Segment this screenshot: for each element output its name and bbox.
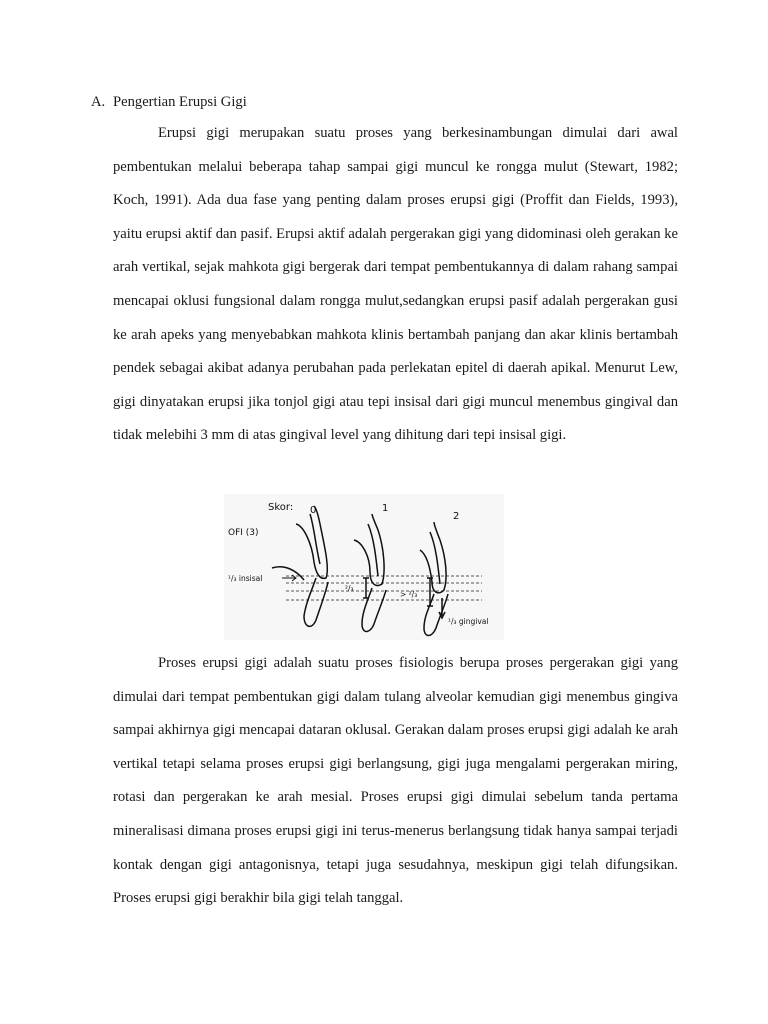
ofi-label: OFI (3) — [228, 528, 259, 538]
skor-label: Skor: — [268, 502, 294, 513]
section-number: A. — [91, 94, 106, 110]
insisal-label: ¹/₃ insisal — [228, 574, 263, 583]
tooth-score-2 — [420, 522, 448, 636]
paragraph-2: Proses erupsi gigi adalah suatu proses fisiologis berupa proses pergerakan gigi yang dimulai dari tempat pembentukan gigi dalam tulang alveolar kemudian gigi menembus gingiva sampai akhirnya gigi mencapai dataran oklusal. Gerakan dalam proses erupsi gigi adalah ke arah vertikal tetapi selama proses erupsi gigi berlangsung, gigi juga mengalami pergerakan miring, rotasi dan pergerakan ke arah mesial. Proses erupsi gigi dimulai sebelum tanda pertama mineralisasi dimana proses erupsi gigi ini terus-menerus berlangsung tidak hanya sampai terjadi kontak dengan gigi antagonisnya, tetapi juga sesudahnya, meskipun gigi telah difungsikan. Proses erupsi gigi berakhir bila gigi telah tanggal. — [113, 655, 678, 907]
score-1-label: 1 — [382, 503, 389, 514]
score-2-label: 2 — [453, 511, 460, 522]
section-title: Pengertian Erupsi Gigi — [113, 94, 247, 110]
more-than-two-thirds-label: > ²/₃ — [400, 590, 418, 599]
tooth-score-1 — [354, 514, 386, 632]
gingival-label: ¹/₃ gingival — [448, 617, 489, 626]
eruption-score-figure — [224, 494, 504, 640]
section-heading — [91, 92, 247, 112]
paragraph-1: Erupsi gigi merupakan suatu proses yang berkesinambungan dimulai dari awal pembentukan melalui beberapa tahap sampai gigi muncul ke rongga mulut (Stewart, 1982; Koch, 1991). Ada dua fase yang penting dalam proses erupsi gigi (Proffit dan Fields, 1993), yaitu erupsi aktif dan pasif. Erupsi aktif adalah pergerakan gigi yang didominasi oleh gerakan ke arah vertikal, sejak mahkota gigi bergerak dari tempat pembentukannya di dalam rahang sampai mencapai oklusi fungsional dalam rongga mulut,sedangkan erupsi pasif adalah pergerakan gusi ke arah apeks yang menyebabkan mahkota klinis bertambah panjang dan akar klinis bertambah pendek sebagai akibat adanya perubahan pada perlekatan epitel di daerah apikal. Menurut Lew, gigi dinyatakan erupsi jika tonjol gigi atau tepi insisal dari gigi muncul menembus gingival dan tidak melebihi 3 mm di atas gingival level yang dihitung dari tepi insisal gigi. — [113, 125, 678, 444]
two-thirds-label: ²/₃ — [345, 584, 354, 593]
eruption-diagram — [224, 494, 504, 640]
score-0-label: 0 — [310, 505, 317, 516]
tooth-score-0 — [272, 506, 328, 626]
